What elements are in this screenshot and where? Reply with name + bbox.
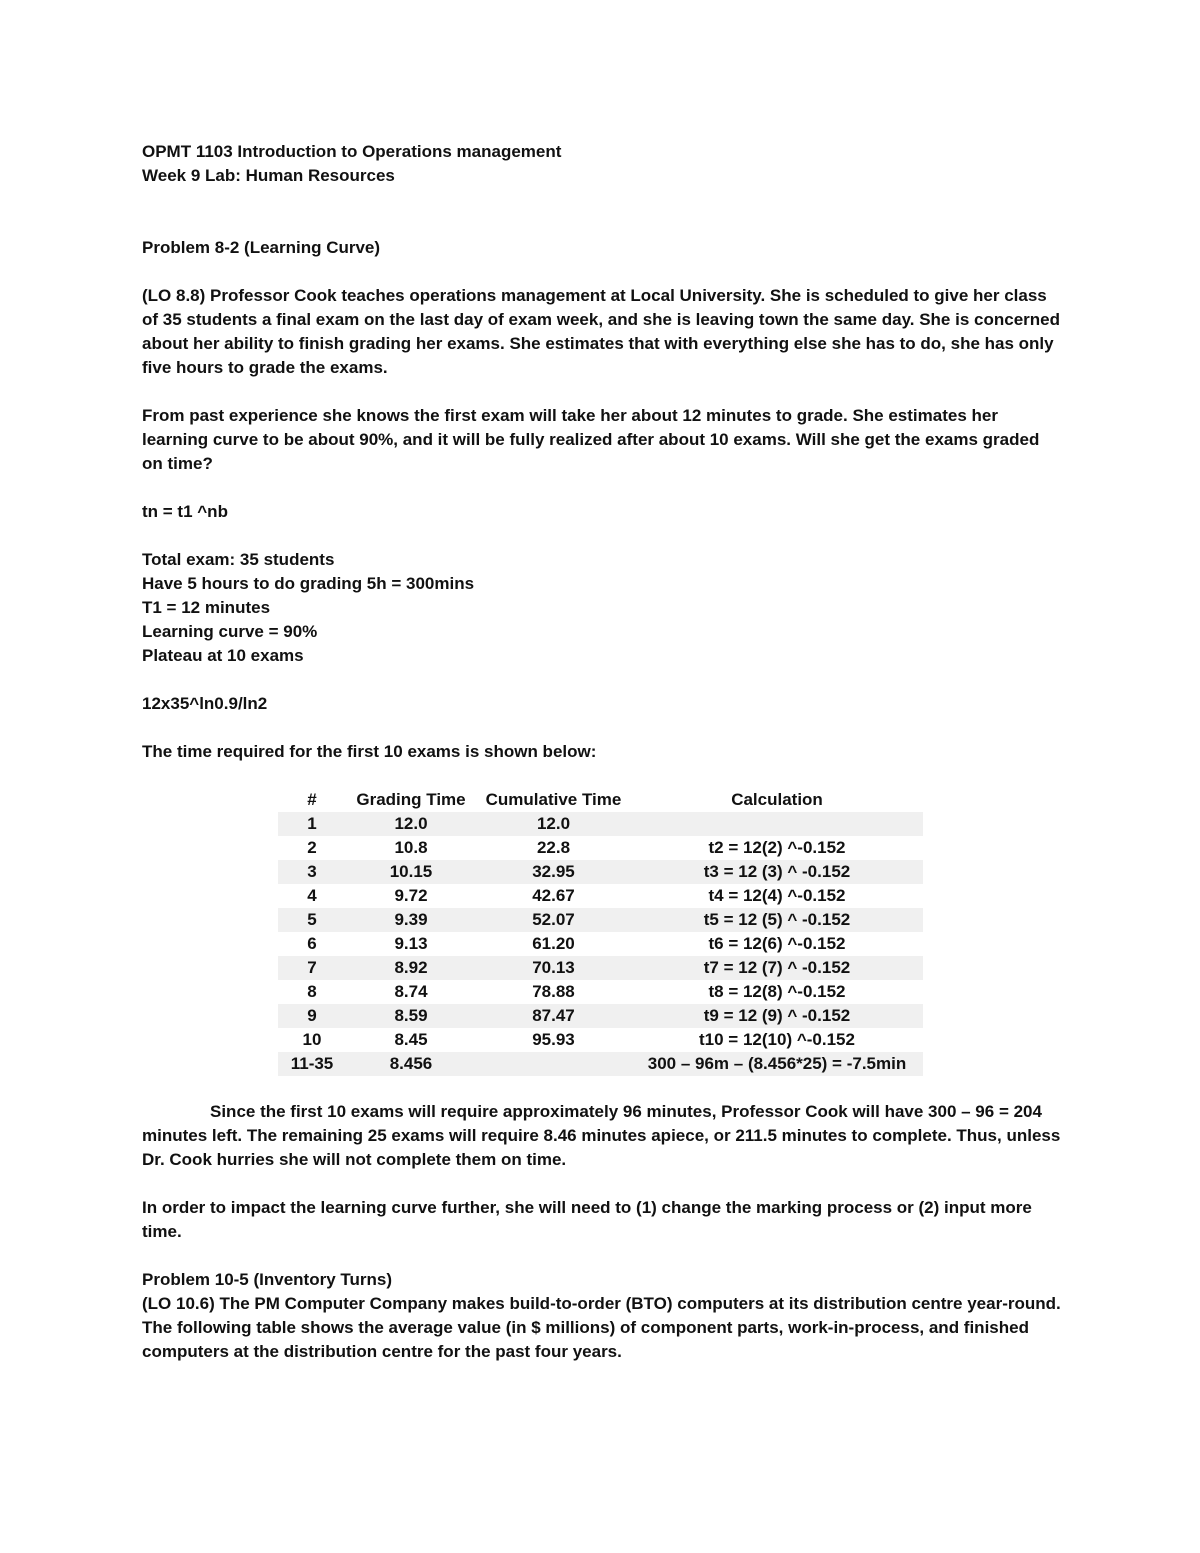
cell-grading-time: 9.72: [346, 884, 476, 908]
cell-number: 8: [278, 980, 346, 1004]
header-number: #: [307, 790, 317, 809]
cell-cumulative-time: 70.13: [476, 956, 631, 980]
table-row: [278, 932, 923, 956]
problem-8-2-title: Problem 8-2 (Learning Curve): [142, 238, 381, 257]
cell-calculation: t9 = 12 (9) ^ -0.152: [631, 1004, 923, 1028]
table-row: [278, 908, 923, 932]
header-calculation: Calculation: [731, 790, 823, 809]
cell-number: 3: [278, 860, 346, 884]
table-row: [278, 1052, 923, 1076]
cell-calculation: 300 – 96m – (8.456*25) = -7.5min: [631, 1052, 923, 1076]
problem-10-5-statement: (LO 10.6) The PM Computer Company makes build-to-order (BTO) computers at its distribution centre year-round. The following table shows the average value (in $ millions) of component parts, work-in-process, and finished computers at the distribution centre for the past four years.: [142, 1294, 1061, 1361]
cell-number: 11-35: [278, 1052, 346, 1076]
problem-10-5-title: Problem 10-5 (Inventory Turns): [142, 1270, 393, 1289]
table-header-row: [278, 788, 923, 812]
cell-cumulative-time: 87.47: [476, 1004, 631, 1028]
cell-calculation: t4 = 12(4) ^-0.152: [631, 884, 923, 908]
header-grading-time: Grading Time: [356, 790, 466, 809]
cell-cumulative-time: 95.93: [476, 1028, 631, 1052]
cell-number: 6: [278, 932, 346, 956]
cell-calculation: t10 = 12(10) ^-0.152: [631, 1028, 923, 1052]
table-row: [278, 884, 923, 908]
header-cumulative-time: Cumulative Time: [485, 790, 622, 809]
cell-cumulative-time: 52.07: [476, 908, 631, 932]
cell-number: 5: [278, 908, 346, 932]
calculation-expression: 12x35^ln0.9/ln2: [142, 694, 268, 713]
learning-curve-formula: tn = t1 ^nb: [142, 502, 228, 521]
cell-cumulative-time: 78.88: [476, 980, 631, 1004]
cell-number: 10: [278, 1028, 346, 1052]
cell-cumulative-time: [476, 1052, 631, 1076]
given-plateau: Plateau at 10 exams: [142, 646, 304, 665]
cell-calculation: t5 = 12 (5) ^ -0.152: [631, 908, 923, 932]
cell-calculation: t6 = 12(6) ^-0.152: [631, 932, 923, 956]
table-row: [278, 1028, 923, 1052]
cell-number: 4: [278, 884, 346, 908]
table-row: [278, 836, 923, 860]
course-title: OPMT 1103 Introduction to Operations management: [142, 142, 562, 161]
cell-grading-time: 8.59: [346, 1004, 476, 1028]
cell-grading-time: 8.456: [346, 1052, 476, 1076]
cell-grading-time: 9.39: [346, 908, 476, 932]
problem-8-2-statement: (LO 8.8) Professor Cook teaches operations management at Local University. She is scheduled to give her class of 35 students a final exam on the last day of exam week, and she is leaving town the same day. She is concerned about her ability to finish grading her exams. She estimates that with everything else she has to do, she has only five hours to grade the exams.: [142, 286, 1060, 377]
cell-grading-time: 10.8: [346, 836, 476, 860]
cell-calculation: [631, 812, 923, 836]
cell-number: 1: [278, 812, 346, 836]
grading-time-table: [278, 788, 923, 1076]
conclusion-paragraph: Since the first 10 exams will require approximately 96 minutes, Professor Cook will have 300 – 96 = 204 minutes left. The remaining 25 exams will require 8.46 minutes apiece, or 211.5 minutes to complete. Thus, unless Dr. Cook hurries she will not complete them on time.: [142, 1102, 1061, 1169]
cell-calculation: t7 = 12 (7) ^ -0.152: [631, 956, 923, 980]
given-total-exams: Total exam: 35 students: [142, 550, 335, 569]
cell-grading-time: 12.0: [346, 812, 476, 836]
cell-grading-time: 8.45: [346, 1028, 476, 1052]
impact-paragraph: In order to impact the learning curve further, she will need to (1) change the marking process or (2) input more time.: [142, 1198, 1032, 1241]
table-row: [278, 956, 923, 980]
cell-cumulative-time: 12.0: [476, 812, 631, 836]
table-row: [278, 1004, 923, 1028]
cell-grading-time: 8.92: [346, 956, 476, 980]
cell-number: 9: [278, 1004, 346, 1028]
cell-grading-time: 8.74: [346, 980, 476, 1004]
table-body: [278, 812, 923, 1076]
cell-cumulative-time: 61.20: [476, 932, 631, 956]
cell-number: 2: [278, 836, 346, 860]
cell-cumulative-time: 42.67: [476, 884, 631, 908]
cell-calculation: t2 = 12(2) ^-0.152: [631, 836, 923, 860]
lab-title: Week 9 Lab: Human Resources: [142, 166, 395, 185]
cell-calculation: t3 = 12 (3) ^ -0.152: [631, 860, 923, 884]
cell-number: 7: [278, 956, 346, 980]
cell-calculation: t8 = 12(8) ^-0.152: [631, 980, 923, 1004]
cell-cumulative-time: 22.8: [476, 836, 631, 860]
table-row: [278, 860, 923, 884]
table-row: [278, 980, 923, 1004]
given-t1: T1 = 12 minutes: [142, 598, 271, 617]
cell-grading-time: 9.13: [346, 932, 476, 956]
cell-cumulative-time: 32.95: [476, 860, 631, 884]
problem-8-2-question: From past experience she knows the first exam will take her about 12 minutes to grade. She estimates her learning curve to be about 90%, and it will be fully realized after about 10 exams. Will she get the exams graded on time?: [142, 406, 1040, 473]
given-learning-curve: Learning curve = 90%: [142, 622, 318, 641]
cell-grading-time: 10.15: [346, 860, 476, 884]
table-row: [278, 812, 923, 836]
document-page: [142, 140, 1062, 1364]
table-intro: The time required for the first 10 exams is shown below:: [142, 742, 597, 761]
given-hours: Have 5 hours to do grading 5h = 300mins: [142, 574, 475, 593]
